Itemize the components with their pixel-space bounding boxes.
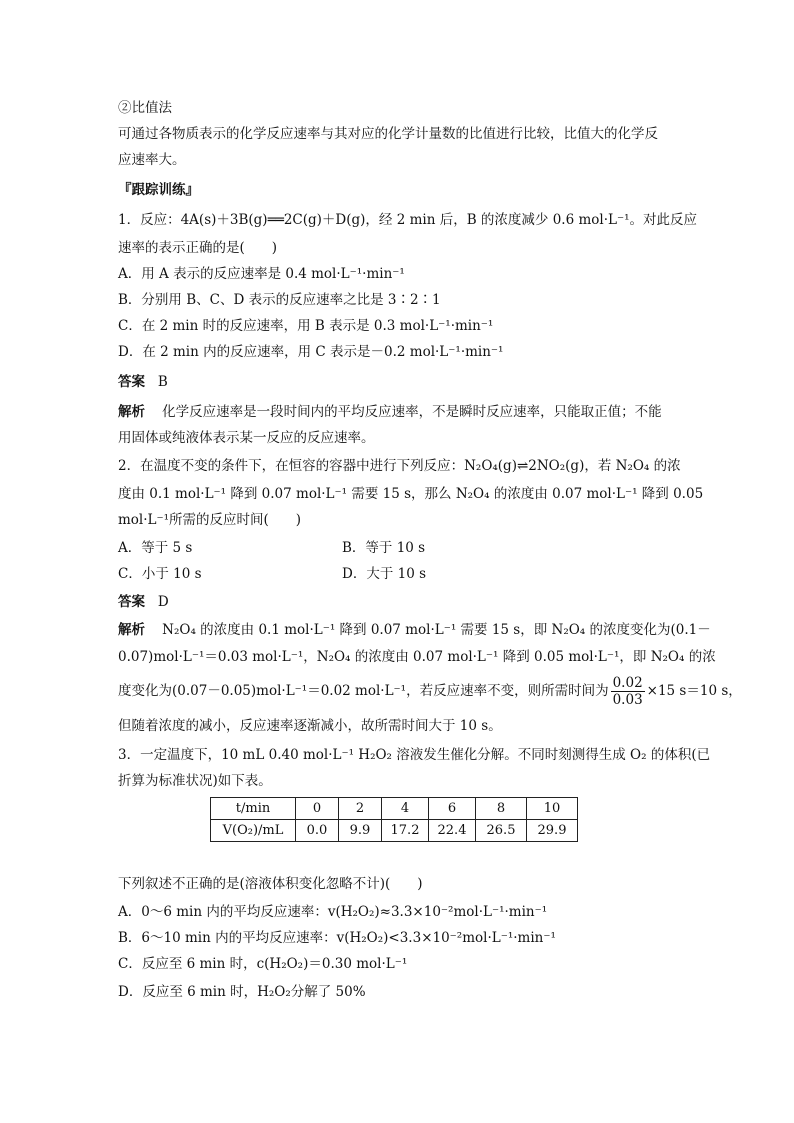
table-cell: 0.0 — [296, 820, 339, 842]
table-cell: 2 — [339, 798, 382, 820]
fraction-numerator: 0.02 — [612, 675, 643, 691]
table-cell: 0 — [296, 798, 339, 820]
volume-table — [210, 797, 578, 842]
answer-label: 答案 — [118, 594, 145, 610]
q3-option-b: B．6～10 min 内的平均反应速率：v(H₂O₂)<3.3×10⁻²mol·L⁻¹·min⁻¹ — [118, 930, 556, 946]
q2-option-b: B．等于 10 s — [342, 540, 426, 556]
q3-option-c: C．反应至 6 min 时，c(H₂O₂)＝0.30 mol·L⁻¹ — [118, 956, 408, 972]
header-time: t/min — [211, 798, 296, 820]
bracket-close-icon: 』 — [185, 182, 199, 198]
q2-analysis — [118, 620, 711, 640]
method-description: 可通过各物质表示的化学反应速率与其对应的化学计量数的比值进行比较，比值大的化学反 — [118, 126, 658, 142]
q3-question: 下列叙述不正确的是(溶液体积变化忽略不计)( ) — [118, 876, 423, 892]
q3-stem-cont: 折算为标准状况)如下表。 — [118, 773, 272, 789]
table-cell: 8 — [476, 798, 527, 820]
q1-option-b: B．分别用 B、C、D 表示的反应速率之比是 3∶2∶1 — [118, 292, 441, 308]
q1-analysis-cont: 用固体或纯液体表示某一反应的反应速率。 — [118, 430, 375, 446]
table-cell: 10 — [527, 798, 578, 820]
q1-answer — [118, 372, 168, 392]
table-cell: 29.9 — [527, 820, 578, 842]
fraction-denominator: 0.03 — [612, 692, 643, 708]
table-cell: 17.2 — [382, 820, 429, 842]
method-title: ②比值法 — [118, 100, 172, 116]
time-fraction — [611, 675, 645, 708]
q2-analysis-fraction-line — [118, 674, 742, 708]
analysis-text: N₂O₄ 的浓度由 0.1 mol·L⁻¹ 降到 0.07 mol·L⁻¹ 需要 15 s，即 N₂O₄ 的浓度变化为(0.1－ — [162, 622, 711, 638]
table-cell: 9.9 — [339, 820, 382, 842]
q2-stem: 2．在温度不变的条件下，在恒容的容器中进行下列反应：N₂O₄(g)⇌2NO₂(g)，若 N₂O₄ 的浓 — [118, 458, 681, 474]
answer-label: 答案 — [118, 374, 145, 390]
q2-option-d: D．大于 10 s — [342, 566, 427, 582]
table-row-time — [211, 798, 578, 820]
section-heading — [118, 180, 199, 200]
table-cell: 4 — [382, 798, 429, 820]
answer-value: B — [157, 374, 168, 390]
analysis-label: 解析 — [118, 404, 145, 420]
q2-option-c: C．小于 10 s — [118, 566, 202, 582]
analysis-text: 化学反应速率是一段时间内的平均反应速率，不是瞬时反应速率，只能取正值；不能 — [162, 404, 662, 420]
analysis-text: 度变化为(0.07－0.05)mol·L⁻¹＝0.02 mol·L⁻¹，若反应速率不变，则所需时间为 — [118, 683, 609, 699]
table-row-volume — [211, 820, 578, 842]
q2-stem-cont: 度由 0.1 mol·L⁻¹ 降到 0.07 mol·L⁻¹ 需要 15 s，那么 N₂O₄ 的浓度由 0.07 mol·L⁻¹ 降到 0.05 — [118, 486, 704, 502]
q2-answer — [118, 592, 169, 612]
q2-analysis-conclusion: 但随着浓度的减小，反应速率逐渐减小，故所需时间大于 10 s。 — [118, 718, 502, 734]
table-cell: 22.4 — [429, 820, 476, 842]
q3-stem: 3．一定温度下，10 mL 0.40 mol·L⁻¹ H₂O₂ 溶液发生催化分解。不同时刻测得生成 O₂ 的体积(已 — [118, 747, 711, 763]
table-cell: 26.5 — [476, 820, 527, 842]
q1-analysis — [118, 402, 662, 422]
method-description-cont: 应速率大。 — [118, 152, 186, 168]
q2-stem-cont2: mol·L⁻¹所需的反应时间( ) — [118, 512, 302, 528]
q1-option-d: D．在 2 min 内的反应速率，用 C 表示是－0.2 mol·L⁻¹·min⁻¹ — [118, 344, 504, 360]
q3-option-a: A．0～6 min 内的平均反应速率：v(H₂O₂)≈3.3×10⁻²mol·L⁻¹·min⁻¹ — [118, 904, 548, 920]
analysis-label: 解析 — [118, 622, 145, 638]
bracket-open-icon: 『 — [118, 182, 132, 198]
q1-stem: 1．反应：4A(s)＋3B(g)══2C(g)＋D(g)，经 2 min 后，B 的浓度减少 0.6 mol·L⁻¹。对此反应 — [118, 212, 698, 228]
q3-option-d: D．反应至 6 min 时，H₂O₂分解了 50% — [118, 984, 366, 1000]
q2-option-a: A．等于 5 s — [118, 540, 193, 556]
header-volume: V(O₂)/mL — [211, 820, 296, 842]
section-heading-text: 跟踪训练 — [131, 182, 186, 198]
analysis-text-post: ×15 s＝10 s， — [646, 683, 742, 699]
q2-analysis-cont: 0.07)mol·L⁻¹＝0.03 mol·L⁻¹，N₂O₄ 的浓度由 0.07 mol·L⁻¹ 降到 0.05 mol·L⁻¹，即 N₂O₄ 的浓 — [118, 649, 716, 665]
q1-option-a: A．用 A 表示的反应速率是 0.4 mol·L⁻¹·min⁻¹ — [118, 266, 405, 282]
q1-option-c: C．在 2 min 时的反应速率，用 B 表示是 0.3 mol·L⁻¹·min⁻¹ — [118, 318, 494, 334]
q1-stem-cont: 速率的表示正确的是( ) — [118, 240, 278, 256]
table-cell: 6 — [429, 798, 476, 820]
answer-value: D — [157, 594, 169, 610]
